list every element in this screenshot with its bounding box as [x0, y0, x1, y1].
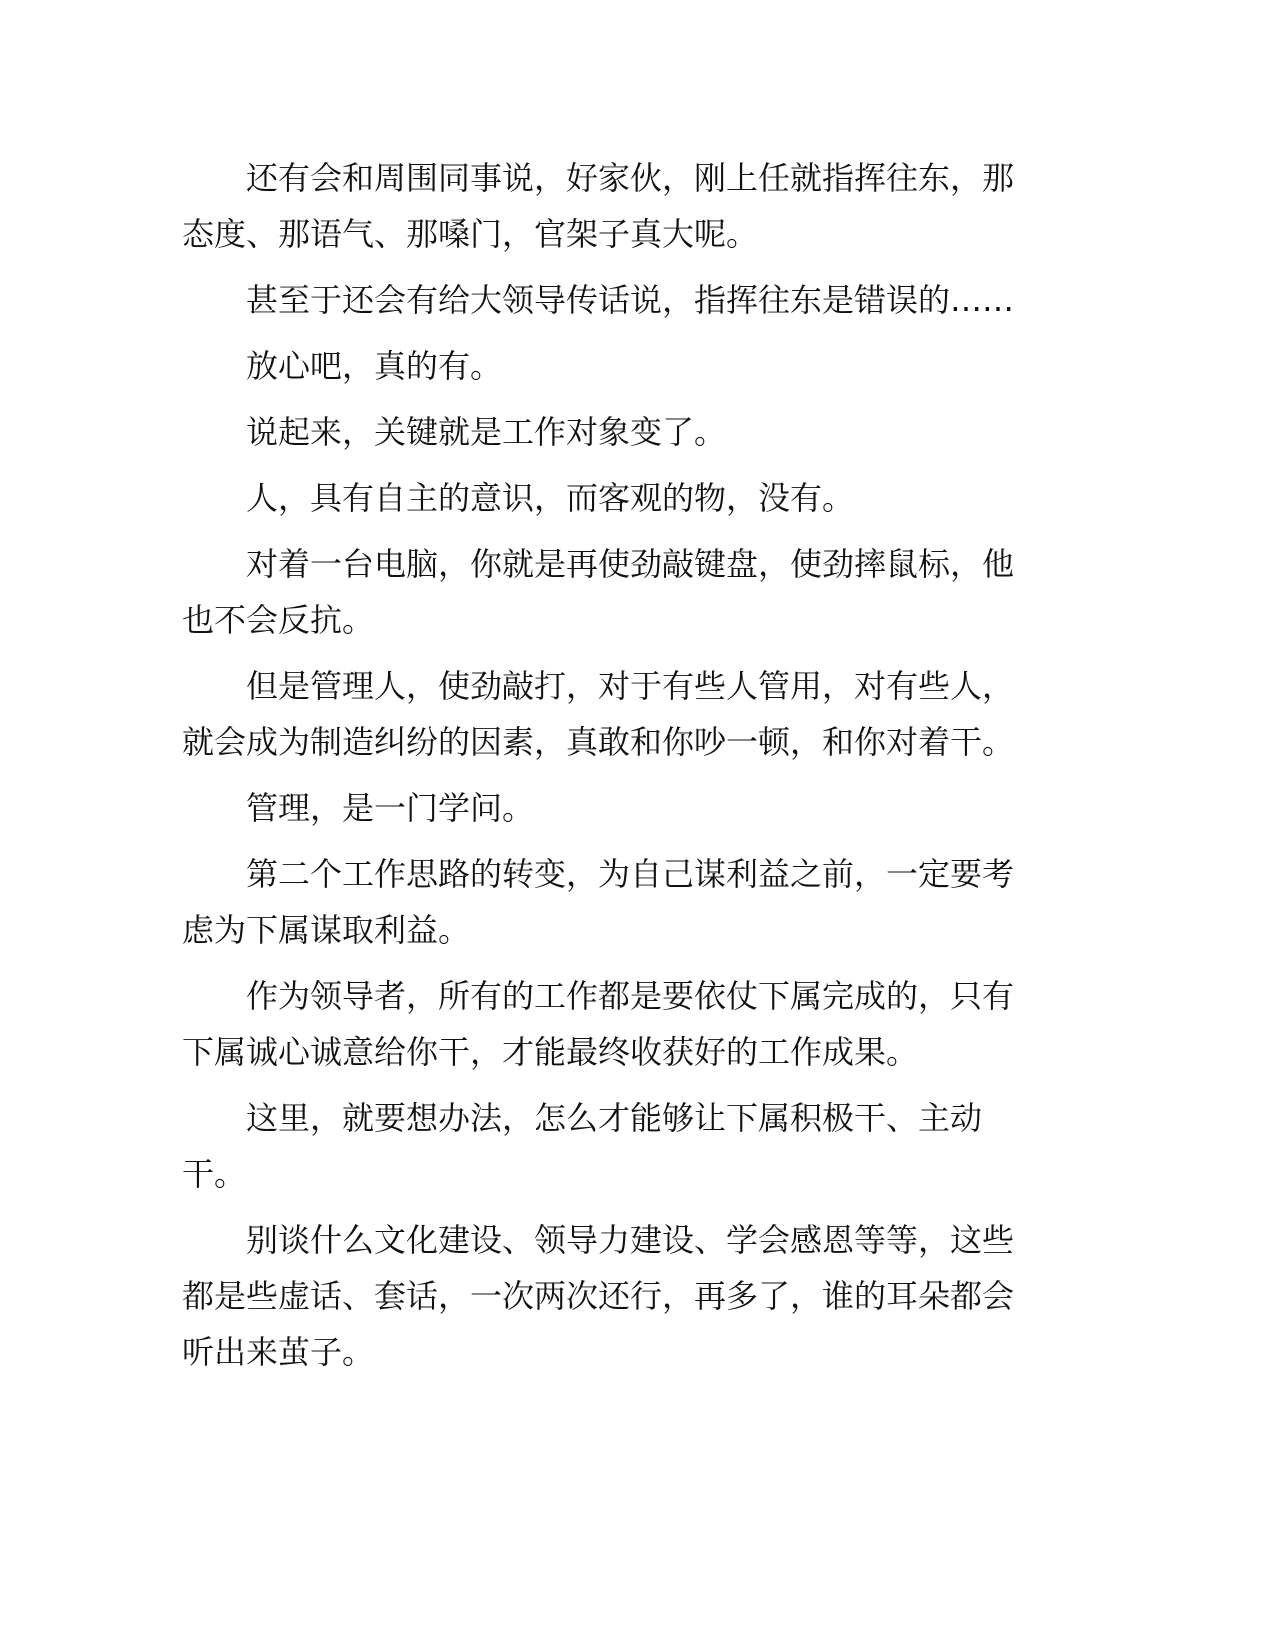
- paragraph: 管理，是一门学问。: [246, 789, 535, 827]
- paragraph: 作为领导者，所有的工作都是要依仗下属完成的，只有下属诚心诚意给你干，才能最终收获好的工作成果。: [182, 977, 1015, 1071]
- paragraph: 但是管理人，使劲敲打，对于有些人管用，对有些人，就会成为制造纠纷的因素，真敢和你吵一顿，和你对着干。: [182, 667, 1015, 761]
- paragraph: 人，具有自主的意识，而客观的物，没有。: [246, 479, 855, 517]
- document-body: [182, 150, 1042, 1390]
- paragraph: 对着一台电脑，你就是再使劲敲键盘，使劲摔鼠标，他也不会反抗。: [182, 545, 1015, 639]
- paragraph: 说起来，关键就是工作对象变了。: [246, 413, 727, 451]
- paragraph: 别谈什么文化建设、领导力建设、学会感恩等等，这些都是些虚话、套话，一次两次还行，再多了，谁的耳朵都会听出来茧子。: [182, 1221, 1015, 1371]
- paragraph: 甚至于还会有给大领导传话说，指挥往东是错误的……: [246, 281, 1015, 319]
- paragraph: 这里，就要想办法，怎么才能够让下属积极干、主动干。: [182, 1099, 983, 1193]
- paragraph: 第二个工作思路的转变，为自己谋利益之前，一定要考虑为下属谋取利益。: [182, 855, 1015, 949]
- paragraph: 还有会和周围同事说，好家伙，刚上任就指挥往东，那态度、那语气、那嗓门，官架子真大呢。: [182, 159, 1015, 253]
- paragraph: 放心吧，真的有。: [246, 347, 503, 385]
